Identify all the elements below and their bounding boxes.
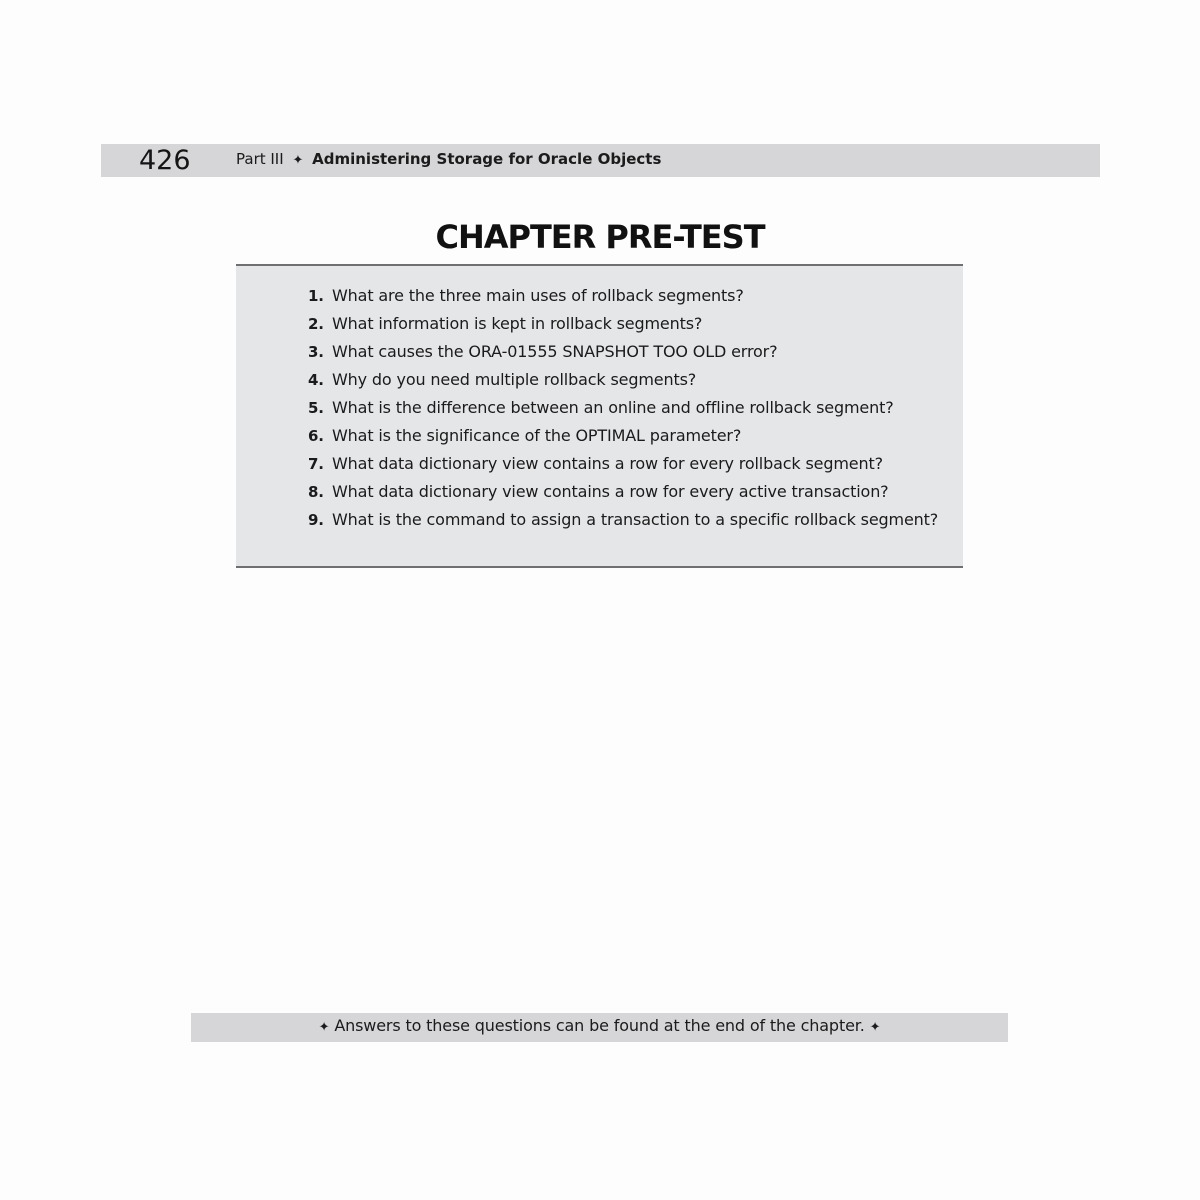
answers-note (191, 1013, 1008, 1042)
part-label: Part III (236, 150, 284, 168)
question-number: 1. (308, 287, 324, 305)
question-number: 4. (308, 371, 324, 389)
question-number: 5. (308, 399, 324, 417)
question-number: 9. (308, 511, 324, 529)
question-text: What data dictionary view contains a row for every rollback segment? (332, 454, 883, 473)
question-item (308, 284, 963, 308)
question-text: Why do you need multiple rollback segments? (332, 370, 697, 389)
answers-note-text: Answers to these questions can be found at the end of the chapter. (334, 1016, 865, 1035)
question-number: 3. (308, 343, 324, 361)
question-item (308, 480, 963, 504)
question-item (308, 424, 963, 448)
question-item (308, 452, 963, 476)
pretest-box (236, 264, 963, 568)
page-number: 426 (139, 145, 191, 176)
question-item (308, 508, 963, 532)
running-header (101, 144, 1100, 177)
question-text: What data dictionary view contains a row for every active transaction? (332, 482, 889, 501)
question-number: 6. (308, 427, 324, 445)
question-item (308, 368, 963, 392)
running-head (236, 144, 661, 175)
question-item (308, 396, 963, 420)
diamond-icon: ✦ (318, 1020, 330, 1035)
question-number: 8. (308, 483, 324, 501)
section-title: Administering Storage for Oracle Objects (312, 150, 662, 168)
question-number: 2. (308, 315, 324, 333)
question-text: What is the significance of the OPTIMAL parameter? (332, 426, 742, 445)
question-text: What is the difference between an online and offline rollback segment? (332, 398, 894, 417)
question-text: What causes the ORA-01555 SNAPSHOT TOO OLD error? (332, 342, 778, 361)
question-item (308, 312, 963, 336)
question-text: What is the command to assign a transaction to a specific rollback segment? (332, 510, 939, 529)
question-item (308, 340, 963, 364)
question-text: What are the three main uses of rollback segments? (332, 286, 744, 305)
diamond-icon: ✦ (869, 1020, 881, 1035)
question-number: 7. (308, 455, 324, 473)
diamond-separator-icon: ✦ (292, 153, 304, 168)
chapter-title: CHAPTER PRE-TEST (435, 218, 765, 256)
question-list (308, 284, 963, 536)
question-text: What information is kept in rollback segments? (332, 314, 703, 333)
